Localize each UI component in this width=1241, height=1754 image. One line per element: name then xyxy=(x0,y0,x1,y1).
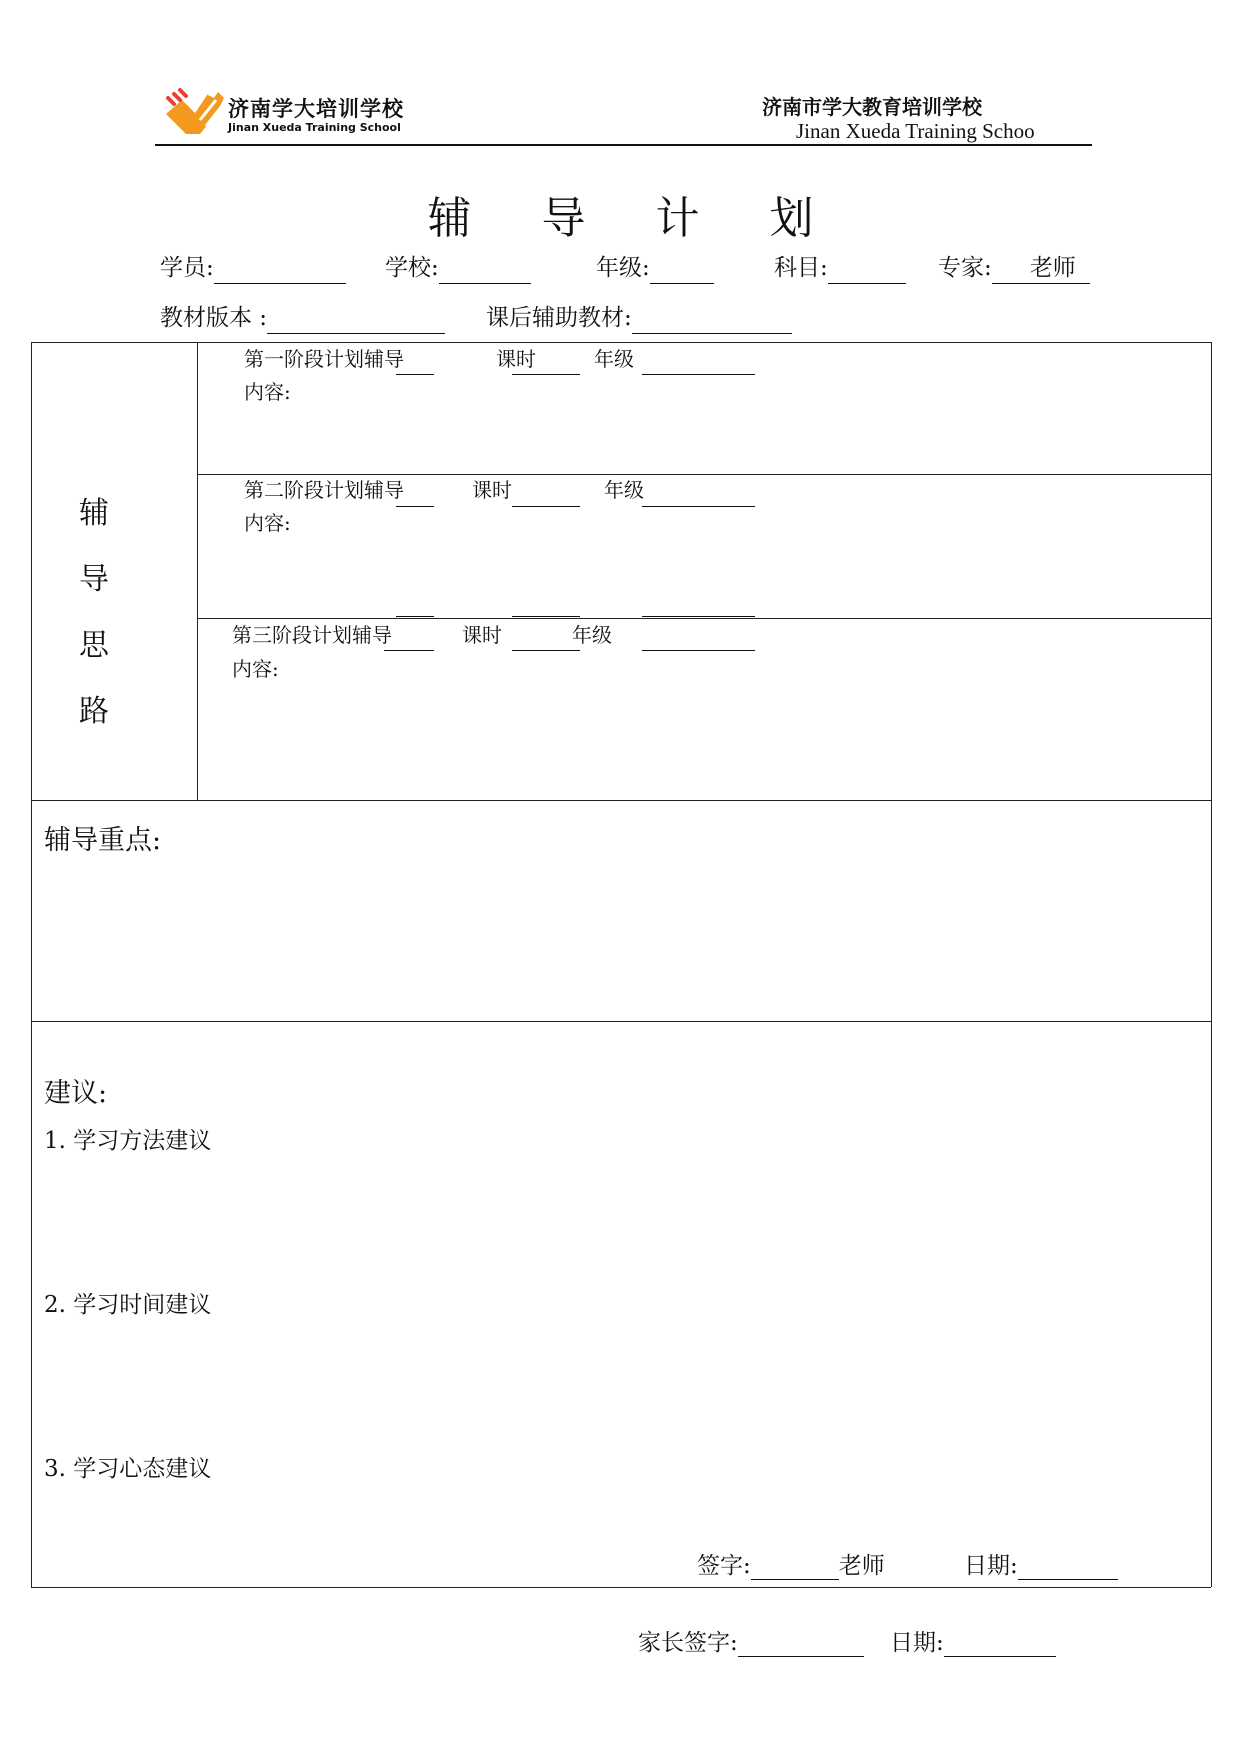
textbook-version-blank[interactable] xyxy=(267,303,445,334)
stray-underline xyxy=(396,592,434,617)
grade-label: 年级: xyxy=(596,255,650,281)
stage-2-hours-blank[interactable] xyxy=(512,482,580,507)
table-bottom-border xyxy=(31,1587,1211,1588)
subject-blank[interactable] xyxy=(828,253,906,284)
parent-date-label: 日期: xyxy=(890,1630,944,1656)
table-left-border xyxy=(31,342,32,1587)
stage-1-grade-label: 年级 xyxy=(594,347,634,371)
stage-2-name-blank[interactable] xyxy=(396,482,434,507)
date-label: 日期: xyxy=(964,1553,1018,1579)
grade-field xyxy=(596,253,714,284)
stage-1-grade-blank[interactable] xyxy=(642,350,755,375)
stage-divider-2 xyxy=(197,618,1211,619)
sign-teacher-suffix: 老师 xyxy=(838,1553,885,1579)
stage-2-hours-label: 课时 xyxy=(472,478,512,502)
suggestions-label: 建议: xyxy=(44,1078,108,1109)
suggestion-item: 1. 学习方法建议 xyxy=(44,1128,212,1154)
after-class-material-label: 课后辅助教材: xyxy=(486,305,632,331)
stage-2-content-label: 内容: xyxy=(244,511,291,535)
parent-date-blank[interactable] xyxy=(944,1630,1056,1657)
stage-3-content-label: 内容: xyxy=(232,657,279,681)
focus-label: 辅导重点: xyxy=(44,825,162,856)
header-school-name-cn: 济南市学大教育培训学校 xyxy=(762,95,982,119)
stage-3-name: 第三阶段计划辅导 xyxy=(232,623,392,647)
subject-field xyxy=(774,253,906,284)
plan-inner-divider xyxy=(197,342,198,800)
after-class-material-blank[interactable] xyxy=(632,303,792,334)
side-label-char: 思 xyxy=(79,628,109,663)
expert-blank[interactable] xyxy=(992,253,1030,284)
school-blank[interactable] xyxy=(439,253,531,284)
stray-underline xyxy=(512,592,580,617)
side-label-char: 导 xyxy=(79,562,109,597)
teacher-date-field xyxy=(964,1547,1118,1580)
stage-1-name: 第一阶段计划辅导 xyxy=(244,347,404,371)
parent-date-field xyxy=(890,1624,1056,1657)
side-label-char: 路 xyxy=(79,694,109,729)
parent-sign-blank[interactable] xyxy=(738,1630,864,1657)
student-blank[interactable] xyxy=(214,253,346,284)
plan-side-label xyxy=(74,488,114,752)
header-school-name-en: Jinan Xueda Training Schoo xyxy=(796,119,1035,143)
header-divider xyxy=(155,144,1092,146)
page-title: 辅 导 计 划 xyxy=(427,193,842,244)
logo-name-en: Jinan Xueda Training School xyxy=(228,121,401,134)
stage-1-hours-blank[interactable] xyxy=(512,350,580,375)
teacher-sign-field xyxy=(697,1547,885,1580)
school-label: 学校: xyxy=(385,255,439,281)
expert-teacher-suffix: 老师 xyxy=(1030,253,1076,284)
expert-label: 专家: xyxy=(938,255,992,281)
stage-3-grade-blank[interactable] xyxy=(642,626,755,651)
stage-1-content-label: 内容: xyxy=(244,380,291,404)
suggestion-item: 3. 学习心态建议 xyxy=(44,1456,212,1482)
student-field xyxy=(160,253,346,284)
parent-sign-field xyxy=(638,1624,864,1657)
grade-blank[interactable] xyxy=(650,253,714,284)
textbook-version-label: 教材版本 : xyxy=(160,305,268,331)
stage-3-grade-label: 年级 xyxy=(572,623,612,647)
side-label-char: 辅 xyxy=(79,496,109,531)
stage-2-name: 第二阶段计划辅导 xyxy=(244,478,404,502)
stage-2-grade-blank[interactable] xyxy=(642,482,755,507)
stage-3-name-blank[interactable] xyxy=(384,626,434,651)
table-right-border xyxy=(1211,342,1212,1587)
stage-1-name-blank[interactable] xyxy=(396,350,434,375)
stage-2-grade-label: 年级 xyxy=(604,478,644,502)
focus-section-divider xyxy=(31,1021,1211,1022)
logo-hand-icon xyxy=(166,90,224,134)
stray-underline xyxy=(642,592,755,617)
stage-1-hours-label: 课时 xyxy=(496,347,536,371)
parent-sign-label: 家长签字: xyxy=(638,1630,738,1656)
date-blank[interactable] xyxy=(1018,1553,1118,1580)
expert-field xyxy=(938,253,1090,284)
school-field xyxy=(385,253,531,284)
textbook-version-field xyxy=(160,303,445,334)
plan-section-divider xyxy=(31,800,1211,801)
stage-3-hours-label: 课时 xyxy=(462,623,502,647)
stage-3-hours-blank[interactable] xyxy=(512,626,580,651)
stage-divider-1 xyxy=(197,474,1211,475)
suggestion-item: 2. 学习时间建议 xyxy=(44,1292,212,1318)
sign-label: 签字: xyxy=(697,1553,751,1579)
student-label: 学员: xyxy=(160,255,214,281)
subject-label: 科目: xyxy=(774,255,828,281)
sign-blank[interactable] xyxy=(751,1553,839,1580)
table-top-border xyxy=(31,342,1211,343)
logo-name-cn: 济南学大培训学校 xyxy=(228,97,404,121)
after-class-material-field xyxy=(486,303,792,334)
